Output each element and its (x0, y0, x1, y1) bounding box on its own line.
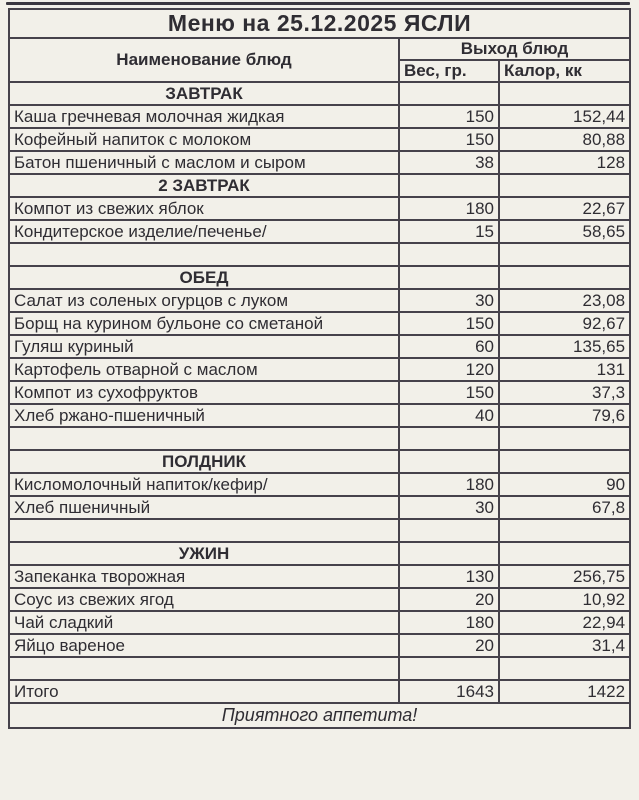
calories-cell: 23,08 (499, 289, 630, 312)
dish-name-cell: Хлеб пшеничный (9, 496, 399, 519)
table-row-section (9, 82, 630, 105)
dish-name-cell: Чай сладкий (9, 611, 399, 634)
section-header: ПОЛДНИК (9, 450, 399, 473)
weight-cell: 15 (399, 220, 499, 243)
weight-cell: 180 (399, 197, 499, 220)
weight-cell (399, 542, 499, 565)
table-row-empty (9, 427, 630, 450)
table-row-item (9, 358, 630, 381)
dish-name-cell (9, 427, 399, 450)
dish-name-cell: Салат из соленых огурцов с луком (9, 289, 399, 312)
weight-cell: 20 (399, 588, 499, 611)
calories-cell (499, 243, 630, 266)
weight-cell (399, 519, 499, 542)
calories-cell: 90 (499, 473, 630, 496)
dish-name-cell: Батон пшеничный с маслом и сыром (9, 151, 399, 174)
weight-cell: 30 (399, 496, 499, 519)
weight-cell: 30 (399, 289, 499, 312)
weight-cell (399, 82, 499, 105)
section-header: УЖИН (9, 542, 399, 565)
table-row-item (9, 588, 630, 611)
weight-cell: 150 (399, 312, 499, 335)
weight-cell (399, 174, 499, 197)
section-header: ЗАВТРАК (9, 82, 399, 105)
dish-name-cell: Соус из свежих ягод (9, 588, 399, 611)
table-row-section (9, 174, 630, 197)
calories-cell (499, 427, 630, 450)
table-row-total (9, 680, 630, 703)
dish-name-cell: Каша гречневая молочная жидкая (9, 105, 399, 128)
table-row-item (9, 634, 630, 657)
column-header-calories: Калор, кк (499, 60, 630, 82)
menu-table (8, 8, 631, 729)
dish-name-cell: Гуляш куриный (9, 335, 399, 358)
calories-cell (499, 174, 630, 197)
table-row-item (9, 404, 630, 427)
table-row-item (9, 335, 630, 358)
weight-cell: 150 (399, 105, 499, 128)
calories-cell: 22,67 (499, 197, 630, 220)
column-header-output: Выход блюд (399, 38, 630, 60)
dish-name-cell (9, 657, 399, 680)
dish-name-cell: Борщ на курином бульоне со сметаной (9, 312, 399, 335)
calories-cell (499, 519, 630, 542)
weight-cell: 60 (399, 335, 499, 358)
calories-cell: 256,75 (499, 565, 630, 588)
column-header-name: Наименование блюд (9, 38, 399, 82)
calories-cell: 58,65 (499, 220, 630, 243)
table-row-item (9, 289, 630, 312)
table-row-item (9, 611, 630, 634)
dish-name-cell: Кисломолочный напиток/кефир/ (9, 473, 399, 496)
calories-cell: 31,4 (499, 634, 630, 657)
weight-cell: 150 (399, 381, 499, 404)
table-row-item (9, 565, 630, 588)
calories-cell: 128 (499, 151, 630, 174)
weight-cell (399, 450, 499, 473)
calories-cell (499, 450, 630, 473)
dish-name-cell: Компот из свежих яблок (9, 197, 399, 220)
table-row-empty (9, 657, 630, 680)
calories-cell: 131 (499, 358, 630, 381)
scan-edge-artifact (6, 2, 630, 5)
page-title: Меню на 25.12.2025 ЯСЛИ (9, 9, 630, 38)
weight-cell (399, 243, 499, 266)
table-row-item (9, 197, 630, 220)
dish-name-cell: Яйцо вареное (9, 634, 399, 657)
footer-row (9, 703, 630, 728)
weight-cell: 120 (399, 358, 499, 381)
dish-name-cell: Картофель отварной с маслом (9, 358, 399, 381)
table-row-item (9, 473, 630, 496)
table-row-item (9, 312, 630, 335)
weight-cell: 180 (399, 473, 499, 496)
table-row-item (9, 105, 630, 128)
calories-cell (499, 266, 630, 289)
table-row-item (9, 151, 630, 174)
table-row-item (9, 381, 630, 404)
weight-cell: 20 (399, 634, 499, 657)
table-row-empty (9, 519, 630, 542)
menu-table-header (9, 9, 630, 82)
weight-cell: 150 (399, 128, 499, 151)
table-row-section (9, 450, 630, 473)
table-row-empty (9, 243, 630, 266)
dish-name-cell: Кондитерское изделие/печенье/ (9, 220, 399, 243)
calories-cell: 79,6 (499, 404, 630, 427)
weight-cell (399, 266, 499, 289)
weight-cell (399, 657, 499, 680)
dish-name-cell: Хлеб ржано-пшеничный (9, 404, 399, 427)
calories-cell (499, 542, 630, 565)
weight-cell: 130 (399, 565, 499, 588)
weight-cell (399, 427, 499, 450)
calories-cell: 10,92 (499, 588, 630, 611)
calories-cell: 22,94 (499, 611, 630, 634)
calories-cell: 152,44 (499, 105, 630, 128)
calories-cell: 1422 (499, 680, 630, 703)
section-header: 2 ЗАВТРАК (9, 174, 399, 197)
table-row-item (9, 128, 630, 151)
table-row-item (9, 496, 630, 519)
weight-cell: 180 (399, 611, 499, 634)
total-label-cell: Итого (9, 680, 399, 703)
section-header: ОБЕД (9, 266, 399, 289)
menu-table-footer (9, 703, 630, 728)
dish-name-cell: Запеканка творожная (9, 565, 399, 588)
weight-cell: 40 (399, 404, 499, 427)
calories-cell: 80,88 (499, 128, 630, 151)
weight-cell: 1643 (399, 680, 499, 703)
header-row-group (9, 38, 630, 60)
table-row-section (9, 266, 630, 289)
calories-cell: 92,67 (499, 312, 630, 335)
dish-name-cell: Кофейный напиток с молоком (9, 128, 399, 151)
dish-name-cell (9, 243, 399, 266)
title-row (9, 9, 630, 38)
menu-rows (9, 82, 630, 703)
table-row-item (9, 220, 630, 243)
footer-note: Приятного аппетита! (9, 703, 630, 728)
calories-cell: 67,8 (499, 496, 630, 519)
calories-cell: 135,65 (499, 335, 630, 358)
calories-cell: 37,3 (499, 381, 630, 404)
dish-name-cell: Компот из сухофруктов (9, 381, 399, 404)
calories-cell (499, 657, 630, 680)
table-row-section (9, 542, 630, 565)
column-header-weight: Вес, гр. (399, 60, 499, 82)
calories-cell (499, 82, 630, 105)
weight-cell: 38 (399, 151, 499, 174)
dish-name-cell (9, 519, 399, 542)
